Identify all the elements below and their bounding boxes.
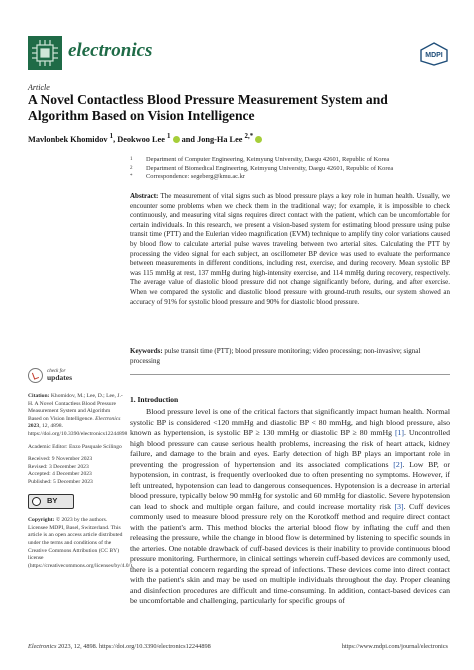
intro-text-3: . Low BP, or hypotension, in contrast, is frequently overlooked due to often presenting no symptoms. However, if left untreated, hypotension can lead to dangerous consequences. Hypotension is a decrease in arterial blood pressure, typically below 90 mmHg for systolic and 60 mmHg for diastolic. Severe hypotension can lead to shock and multiple organ failure, and could increase mortality risk [130,459,450,511]
cc-by-text: BY [47,495,58,505]
copyright-block [28,517,134,570]
keywords [130,347,450,366]
affiliation-item [130,156,450,165]
cc-circle-icon [32,497,41,506]
dates-block [28,456,124,486]
journal-name: electronics [68,40,153,61]
affiliations [130,156,450,182]
date-published: Published: 5 December 2023 [28,478,93,485]
affiliation-mark: 2 [130,165,133,171]
author-list [28,133,448,144]
intro-text-4: . Cuff devices commonly used to measure blood pressure rely on the Korotkoff method and require direct contact with the patient's arm. This method blocks the arterial blood flow by inflating the cuff and then releasing the pressure, while the change in blood flow is determined by listening to specific sounds in the arteries. One notable drawback of cuff-based devices is their inability to provide continuous blood pressure monitoring. Furthermore, in clinical settings wherein cuff-based devices are commonly used, there is a potential concern regarding the spread of infections. These devices come into direct contact with the patient's skin and may be used on multiple individuals throughout the day. Proper cleaning and disinfection procedures are difficult and time-consuming. In addition, contact-based devices can be uncomfortable and challenging, particularly for specific groups of [130,501,450,605]
orcid-icon[interactable] [173,136,180,143]
footer-doi: 2023, 12, 4898. https://doi.org/10.3390/electronics12244898 [56,643,211,650]
abstract [130,192,450,307]
author-affil-mark: 2,* [244,133,254,140]
section-heading: 1. Introduction [130,395,179,404]
footer-journal-url[interactable]: https://www.mdpi.com/journal/electronics [341,643,448,650]
correspondence-text[interactable]: Correspondence: segeberg@kmu.ac.kr [146,173,245,181]
date-received: Received: 9 November 2023 [28,456,93,463]
author-separator: , [113,134,118,144]
copyright-text: © 2023 by the authors. Licensee MDPI, Basel, Switzerland. This article is an open access article distributed under the terms and conditions of the Creative Commons Attribution (CC BY) license (https://creativecommons.org/licenses/by/4.0/). [28,517,134,569]
citation-ref-1[interactable]: [1] [394,428,405,437]
keywords-text: pulse transit time (PTT); blood pressure monitoring; video processing; non-invasive; signal processing [130,347,421,365]
citation-journal: Electronics [95,415,121,422]
date-revised: Revised: 3 December 2023 [28,463,89,470]
intro-paragraph [130,407,450,607]
journal-logo [28,36,62,70]
author-name[interactable]: Mavlonbek Khomidov [28,134,108,144]
affiliation-mark: * [130,174,133,180]
footer-journal: Electronics [28,643,57,650]
check-updates-icon [28,368,43,383]
updates-big-text: updates [47,373,73,382]
affiliation-item [130,165,450,174]
mdpi-logo-text: MDPI [425,52,443,59]
affiliation-mark: 1 [130,157,133,162]
citation-year: 2023 [28,423,40,430]
author-affil-mark: 1 [109,133,114,140]
footer-citation[interactable] [28,643,211,650]
mdpi-logo [420,42,448,66]
cc-by-license-icon[interactable] [28,494,74,509]
citation-ref-3[interactable]: [3] [394,501,404,511]
orcid-icon[interactable] [255,136,262,143]
author-and: and [179,134,198,144]
citation-label: Citation: [28,393,50,399]
intro-text-1: Blood pressure level is one of the critical factors that significantly impact human health. Normal systolic BP is considered <120 mmHg and diastolic BP < 80 mmHg, and high blood pressure, also known as hypertension, is systolic BP ≥ 130 mmHg or diastolic BP ≥ 80 mmHg [130,407,450,437]
citation-block [28,393,128,439]
paper-title: A Novel Contactless Blood Pressure Measurement System and Algorithm Based on Vision Intelligence [28,92,388,123]
intro-text-2: . Uncontrolled high blood pressure can cause serious health problems, increasing the risk of heart attack, kidney failure, and damage to the brain and eyes. Early detection of high BP plays an important role in preventing the progression of hypertension and its associated complications [130,428,450,469]
abstract-text: The measurement of vital signs such as blood pressure plays a key role in human health. Usually, we encounter some problems when we check them in the traditional way; for example, it is impossible to check continuously, and measuring vital signs requires direct contact with the patient, which can be uncomfortable for certain individuals. In this research, we present a vision-based system for estimating blood pressure using pulse transit time (PTT) and the Eulerian video magnification (EVM) technique to amplify tiny color variations caused by blood flow to calculate arterial pulse waves traveling between two arterial sites. Calculating the PTT by processing the video signal for each subject, an oscillometer BP device was used to evaluate the performance between measurements in different conditions, including rest, exercise, and during recovery. Mean systolic BP was 115 mmHg at rest, 137 mmHg during high-intensity exercise, and 114 mmHg during recovery, respectively. The average value of diastolic blood pressure did not change significantly before, during, and after exercise. When we compared the systolic and diastolic blood pressure with ground-truth results, our system showed an accuracy of 91% for systolic blood pressure and 90% for diastolic blood pressure. [130,192,450,306]
author-name[interactable]: Deokwoo Lee [117,134,165,144]
citation-doi[interactable]: , 12, 4898. https://doi.org/10.3390/electronics12244898 [28,423,128,437]
author-name[interactable]: Jong-Ha Lee [197,134,243,144]
affiliation-text: Department of Computer Engineering, Keimyung University, Daegu 42601, Republic of Korea [146,156,390,163]
updates-small-text: check for [47,369,66,374]
affiliation-item [130,173,450,182]
affiliation-text: Department of Biomedical Engineering, Keimyung University, Daegu 42601, Republic of Korea [146,164,394,172]
page-footer [28,643,448,650]
divider [130,374,450,375]
abstract-label: Abstract: [130,192,159,200]
citation-ref-2[interactable]: [2] [393,459,403,469]
author-affil-mark: 1 [167,133,171,140]
keywords-label: Keywords: [130,347,163,355]
article-sidebar [28,367,134,575]
copyright-label: Copyright: [28,517,55,524]
article-type: Article [28,83,50,92]
date-accepted: Accepted: 4 December 2023 [28,471,92,478]
check-for-updates-badge[interactable] [28,367,124,387]
journal-header [28,36,448,72]
academic-editor: Academic Editor: Enzo Pasquale Scilingo [28,443,122,450]
citation-text: Khomidov, M.; Lee, D.; Lee, J.-H. A Novel Contactless Blood Pressure Measurement System and Algorithm Based on Vision Intelligence. [28,393,123,422]
